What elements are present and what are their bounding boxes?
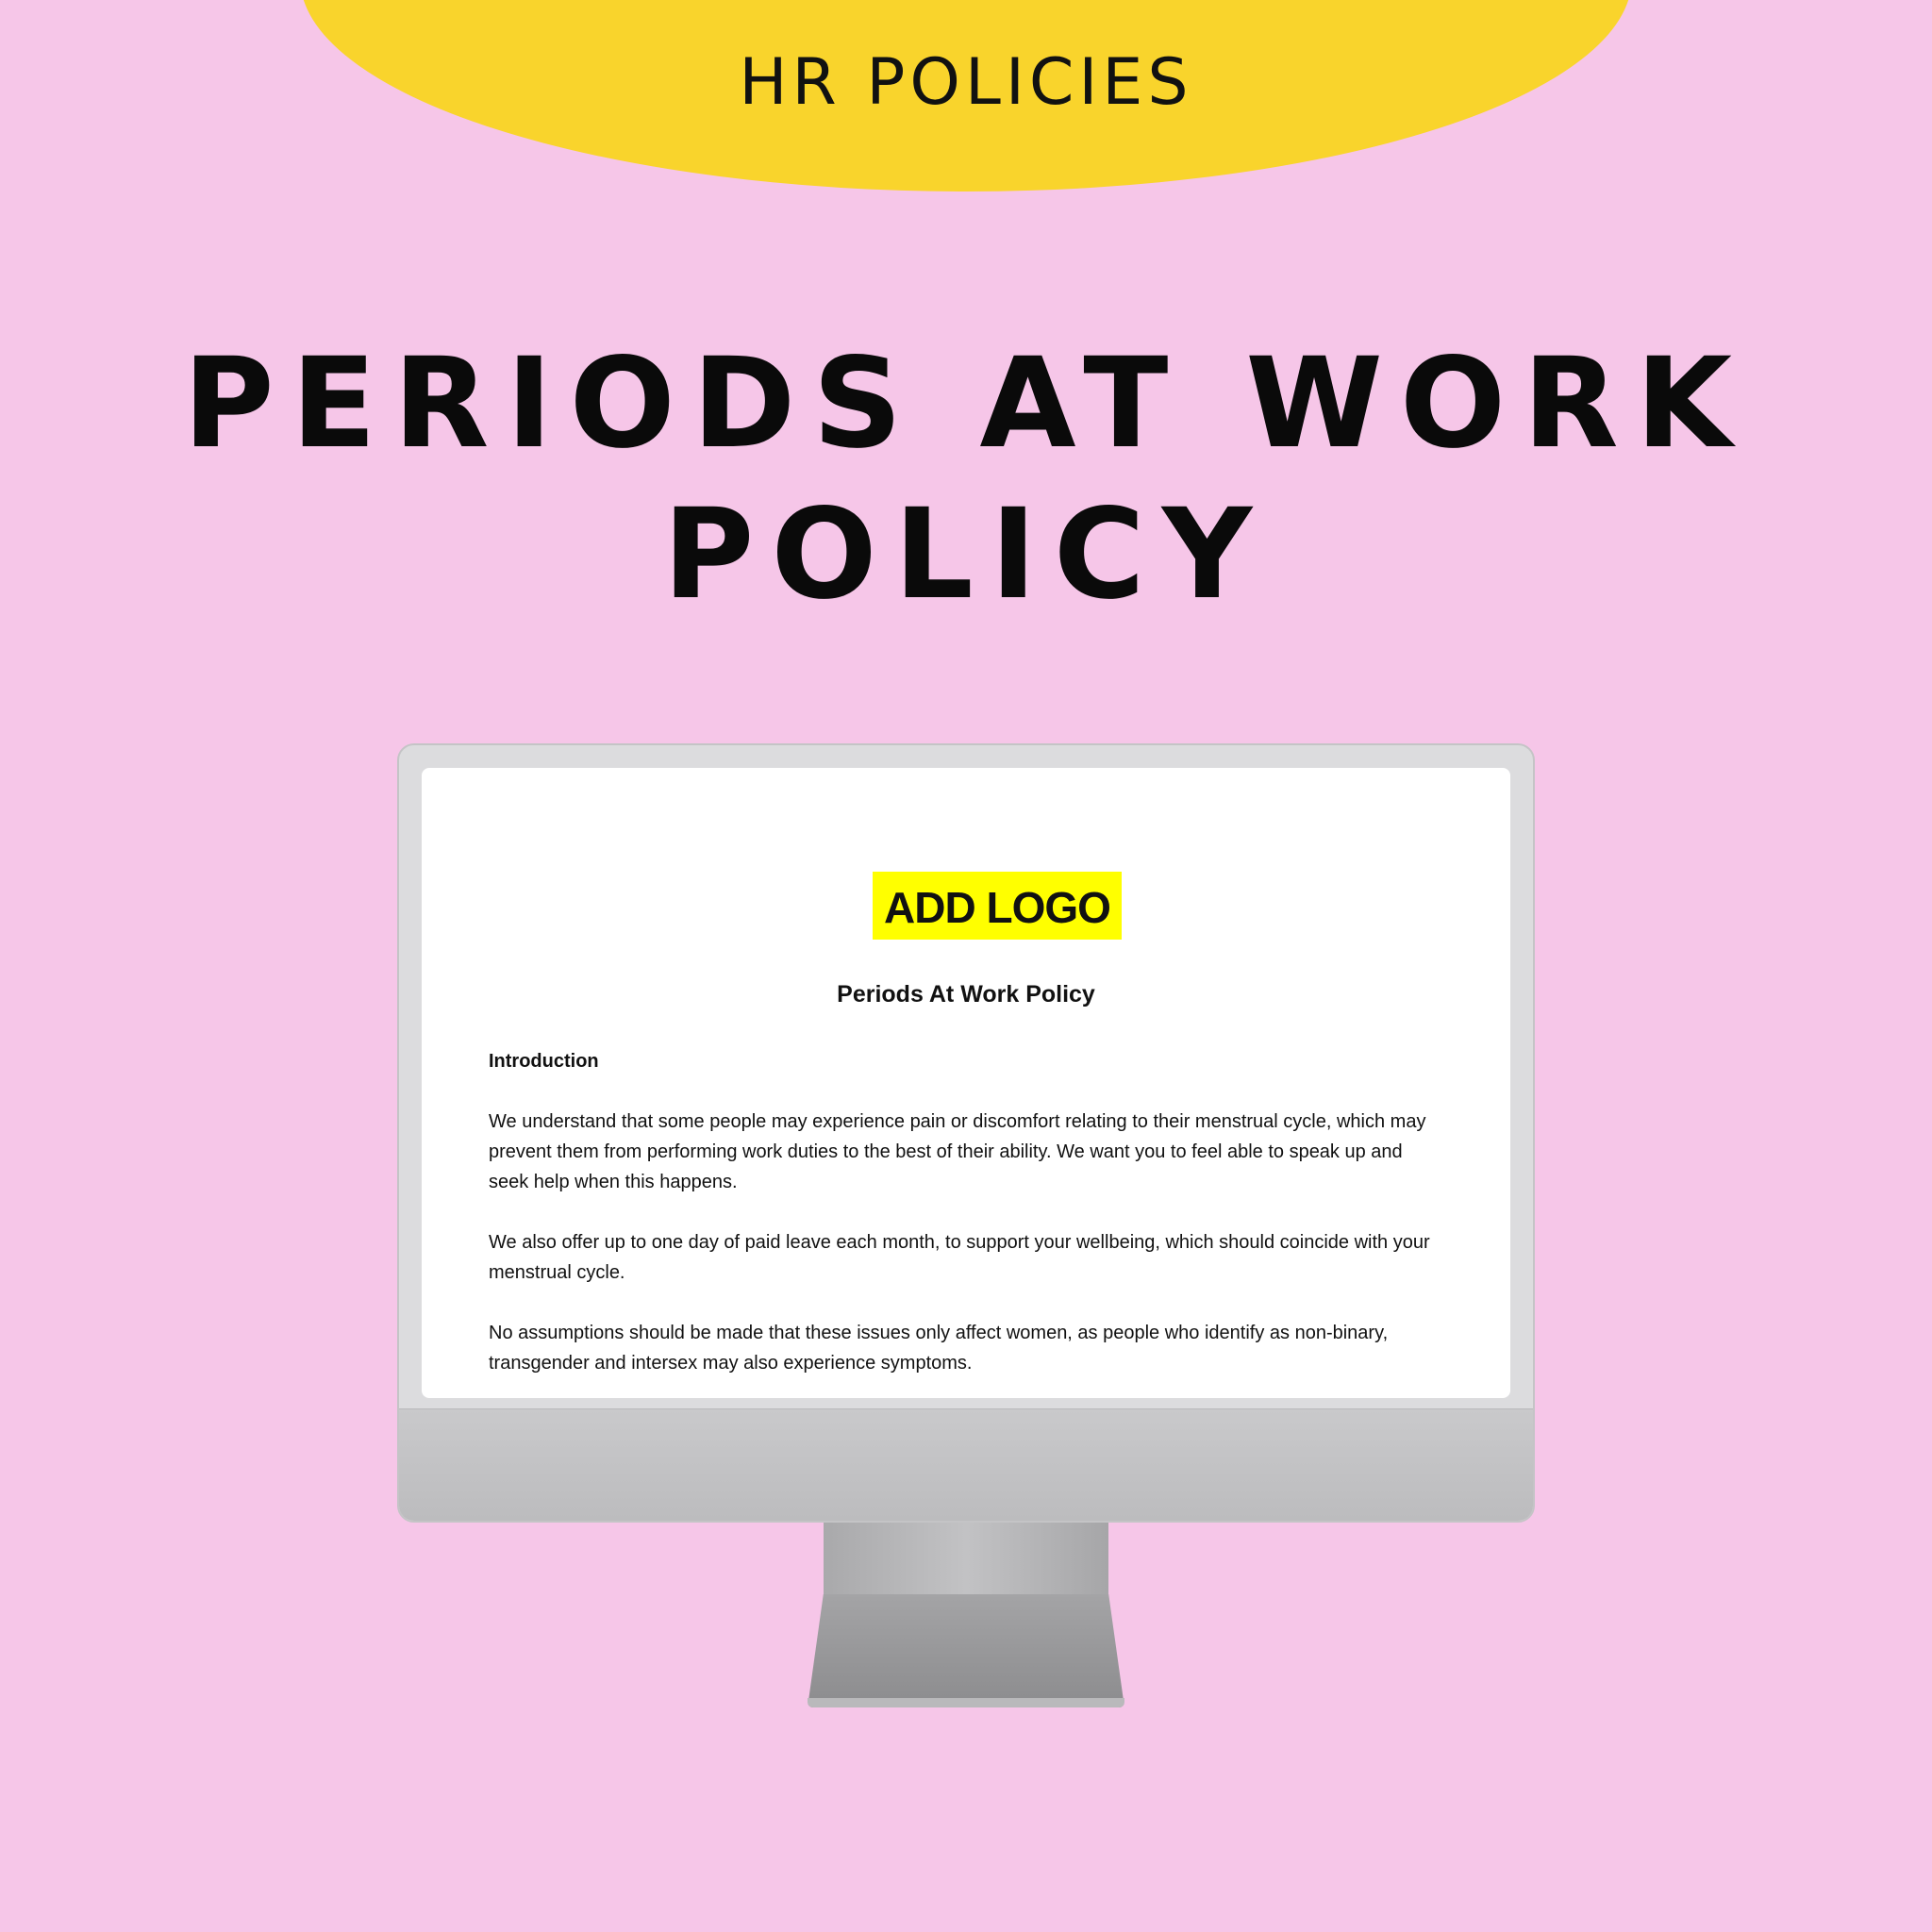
page-title-line-1: PERIODS AT WORK bbox=[182, 331, 1750, 476]
document-body bbox=[489, 1046, 1441, 1398]
page-title-line-2: POLICY bbox=[662, 482, 1270, 627]
banner-label: HR POLICIES bbox=[739, 45, 1193, 120]
monitor-stand-foot bbox=[808, 1698, 1124, 1707]
page-title bbox=[0, 328, 1932, 630]
monitor-chin bbox=[399, 1408, 1533, 1521]
document-heading: Introduction bbox=[489, 1051, 599, 1072]
document-paragraph: We also offer up to one day of paid leave each month, to support your wellbeing, which should coincide with your menstrual cycle. bbox=[489, 1232, 1430, 1283]
document-paragraph: We understand that some people may experience pain or discomfort relating to their menstrual cycle, which may prevent them from performing work duties to the best of their ability. We want you to feel able to speak up and seek help when this happens. bbox=[489, 1111, 1426, 1192]
logo-placeholder: ADD LOGO bbox=[873, 872, 1122, 940]
monitor bbox=[397, 743, 1535, 1523]
document-paragraph: No assumptions should be made that these issues only affect women, as people who identify as non-binary, transgender and intersex may also experience symptoms. bbox=[489, 1323, 1389, 1374]
monitor-stand-base bbox=[808, 1594, 1124, 1707]
monitor-screen bbox=[422, 768, 1510, 1398]
document-title: Periods At Work Policy bbox=[837, 981, 1095, 1008]
monitor-stand-neck bbox=[824, 1523, 1108, 1596]
